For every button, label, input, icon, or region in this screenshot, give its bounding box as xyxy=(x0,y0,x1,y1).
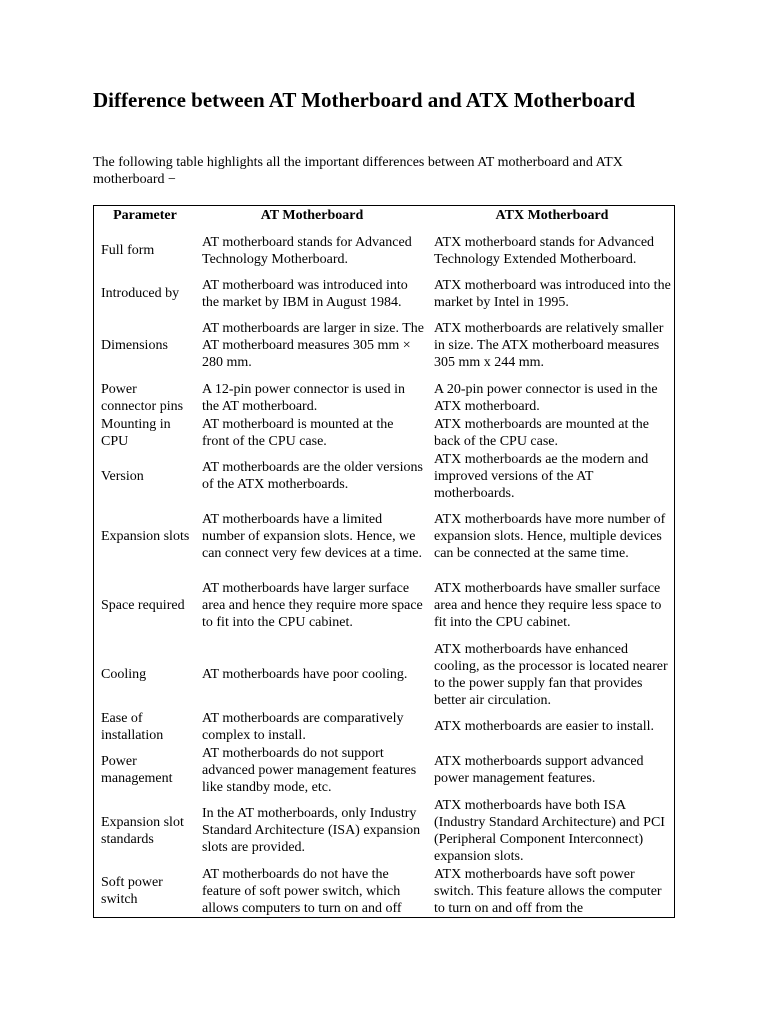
atx-cell: ATX motherboard stands for Advanced Technology Extended Motherboard. xyxy=(434,234,655,267)
intro-paragraph: The following table highlights all the important differences between AT motherboard and ATX motherboard − xyxy=(93,155,623,187)
atx-cell: ATX motherboards are easier to install. xyxy=(434,719,655,734)
atx-cell: ATX motherboard was introduced into the market by Intel in 1995. xyxy=(434,277,671,310)
table-row xyxy=(94,225,675,276)
table-row xyxy=(94,709,675,744)
at-cell: AT motherboards have poor cooling. xyxy=(202,667,408,682)
parameter-cell: Space required xyxy=(101,598,185,613)
comparison-table xyxy=(94,206,675,917)
table-row xyxy=(94,380,675,415)
atx-cell: ATX motherboards have more number of expansion slots. Hence, multiple devices can be connected at the same time. xyxy=(434,512,666,561)
at-cell: AT motherboards do not support advanced power management features like standby mode, etc. xyxy=(202,745,417,795)
parameter-cell: Introduced by xyxy=(101,286,180,301)
table-row xyxy=(94,744,675,796)
at-cell: AT motherboards are larger in size. The AT motherboard measures 305 mm × 280 mm. xyxy=(202,321,424,370)
table-row xyxy=(94,796,675,865)
atx-cell: ATX motherboards support advanced power management features. xyxy=(434,754,644,786)
table-row xyxy=(94,276,675,311)
parameter-cell: Power management xyxy=(101,754,173,786)
at-cell: AT motherboards are the older versions of the ATX motherboards. xyxy=(202,460,423,492)
at-cell: AT motherboard is mounted at the front of the CPU case. xyxy=(202,416,394,449)
parameter-cell: Mounting in CPU xyxy=(101,416,171,449)
atx-cell: ATX motherboards ae the modern and improved versions of the AT motherboards. xyxy=(434,451,649,501)
parameter-cell: Dimensions xyxy=(101,338,168,353)
table-row xyxy=(94,502,675,571)
atx-cell: ATX motherboards have enhanced cooling, as the processor is located nearer to the power supply fan that provides better air circulation. xyxy=(434,641,668,708)
atx-cell: ATX motherboards have both ISA (Industry Standard Architecture) and PCI (Peripheral Component Interconnect) expansion slots. xyxy=(434,797,665,864)
parameter-cell: Expansion slots xyxy=(101,529,190,544)
table-row xyxy=(94,571,675,640)
at-cell: AT motherboards do not have the feature of soft power switch, which allows computers to turn on and off xyxy=(202,866,402,916)
atx-cell: ATX motherboards have soft power switch. This feature allows the computer to turn on and off from the xyxy=(434,866,662,916)
atx-cell: A 20-pin power connector is used in the ATX motherboard. xyxy=(434,381,658,414)
atx-cell: ATX motherboards have smaller surface area and hence they require less space to fit into the CPU cabinet. xyxy=(434,581,662,630)
page-title: Difference between AT Motherboard and ATX Motherboard xyxy=(93,88,636,112)
comparison-table-container xyxy=(93,205,675,918)
table-row xyxy=(94,640,675,709)
at-cell: AT motherboard was introduced into the market by IBM in August 1984. xyxy=(202,277,408,310)
at-cell: AT motherboard stands for Advanced Technology Motherboard. xyxy=(202,234,412,267)
at-cell: In the AT motherboards, only Industry Standard Architecture (ISA) expansion slots are provided. xyxy=(202,806,421,855)
parameter-cell: Ease of installation xyxy=(101,710,164,743)
atx-cell: ATX motherboards are relatively smaller in size. The ATX motherboard measures 305 mm x 244 mm. xyxy=(434,321,664,370)
atx-cell: ATX motherboards are mounted at the back of the CPU case. xyxy=(434,416,649,449)
at-cell: AT motherboards have larger surface area and hence they require more space to fit into the CPU cabinet. xyxy=(202,581,423,630)
table-row xyxy=(94,450,675,502)
header-parameter: Parameter xyxy=(113,208,177,223)
header-atx-motherboard: ATX Motherboard xyxy=(495,208,609,223)
table-row xyxy=(94,865,675,917)
parameter-cell: Soft power switch xyxy=(101,875,163,907)
parameter-cell: Version xyxy=(101,468,144,484)
table-row xyxy=(94,415,675,450)
at-cell: AT motherboards are comparatively complex to install. xyxy=(202,710,404,743)
parameter-cell: Power connector pins xyxy=(101,381,184,414)
table-header-row xyxy=(94,206,675,225)
at-cell: AT motherboards have a limited number of expansion slots. Hence, we can connect very few devices at a time. xyxy=(202,512,423,561)
header-at-motherboard: AT Motherboard xyxy=(260,208,364,223)
table-row xyxy=(94,311,675,380)
parameter-cell: Expansion slot standards xyxy=(101,814,184,847)
parameter-cell: Cooling xyxy=(101,667,147,682)
parameter-cell: Full form xyxy=(101,243,155,258)
at-cell: A 12-pin power connector is used in the AT motherboard. xyxy=(202,381,405,414)
